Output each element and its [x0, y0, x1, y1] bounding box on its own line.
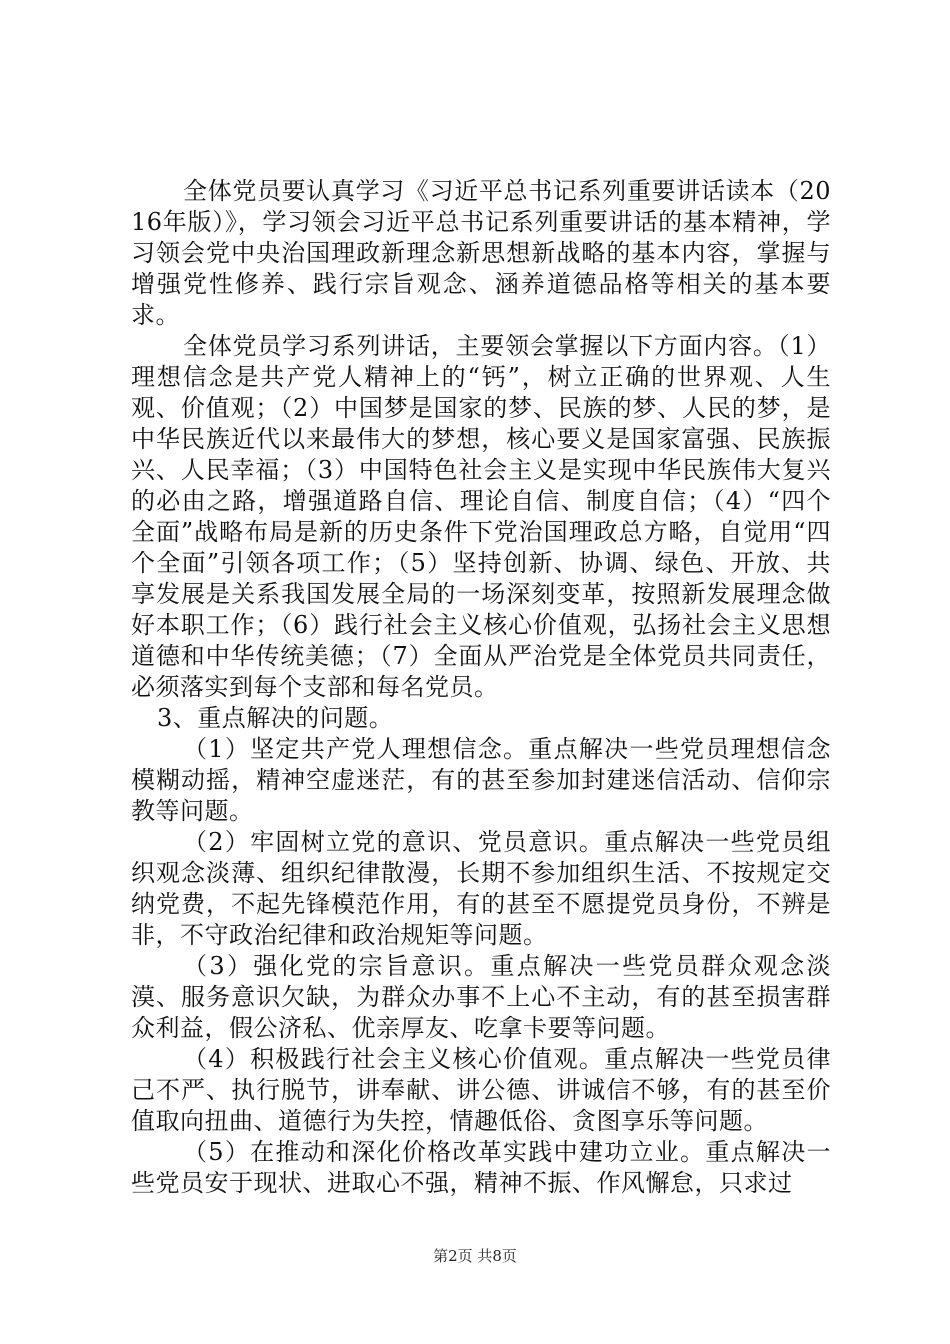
paragraph-problem-4: （4）积极践行社会主义核心价值观。重点解决一些党员律己不严、执行脱节，讲奉献、讲公德、讲诚信不够，有的甚至价值取向扭曲、道德行为失控，情趣低俗、贪图享乐等问题。 [131, 1045, 831, 1135]
paragraph-study-reading: 全体党员要认真学习《习近平总书记系列重要讲话读本（2016年版）》，学习领会习近平总书记系列重要讲话的基本精神，学习领会党中央治国理政新理念新思想新战略的基本内容，掌握与增强党性修养、践行宗旨观念、涵养道德品格等相关的基本要求。 [131, 177, 831, 329]
paragraph-problem-5: （5）在推动和深化价格改革实践中建功立业。重点解决一些党员安于现状、进取心不强，精神不振、作风懈怠，只求过 [131, 1138, 831, 1197]
section-heading-problems: 3、重点解决的问题。 [157, 704, 394, 732]
page-number-footer: 第2页 共8页 [433, 1247, 517, 1265]
paragraph-problem-3: （3）强化党的宗旨意识。重点解决一些党员群众观念淡漠、服务意识欠缺，为群众办事不上心不主动，有的甚至损害群众利益，假公济私、优亲厚友、吃拿卡要等问题。 [131, 952, 831, 1042]
paragraph-problem-1: （1）坚定共产党人理想信念。重点解决一些党员理想信念模糊动摇，精神空虚迷茫，有的甚至参加封建迷信活动、信仰宗教等问题。 [131, 735, 831, 825]
paragraph-problem-2: （2）牢固树立党的意识、党员意识。重点解决一些党员组织观念淡薄、组织纪律散漫，长期不参加组织生活、不按规定交纳党费，不起先锋模范作用，有的甚至不愿提党员身份，不辨是非，不守政治纪律和政治规矩等问题。 [131, 828, 831, 949]
document-body [131, 176, 831, 1199]
paragraph-study-content: 全体党员学习系列讲话，主要领会掌握以下方面内容。（1）理想信念是共产党人精神上的“钙”，树立正确的世界观、人生观、价值观；（2）中国梦是国家的梦、民族的梦、人民的梦，是中华民族近代以来最伟大的梦想，核心要义是国家富强、民族振兴、人民幸福；（3）中国特色社会主义是实现中华民族伟大复兴的必由之路，增强道路自信、理论自信、制度自信；（4）“四个全面”战略布局是新的历史条件下党治国理政总方略，自觉用“四个全面”引领各项工作；（5）坚持创新、协调、绿色、开放、共享发展是关系我国发展全局的一场深刻变革，按照新发展理念做好本职工作；（6）践行社会主义核心价值观，弘扬社会主义思想道德和中华传统美德；（7）全面从严治党是全体党员共同责任，必须落实到每个支部和每名党员。 [131, 332, 831, 701]
